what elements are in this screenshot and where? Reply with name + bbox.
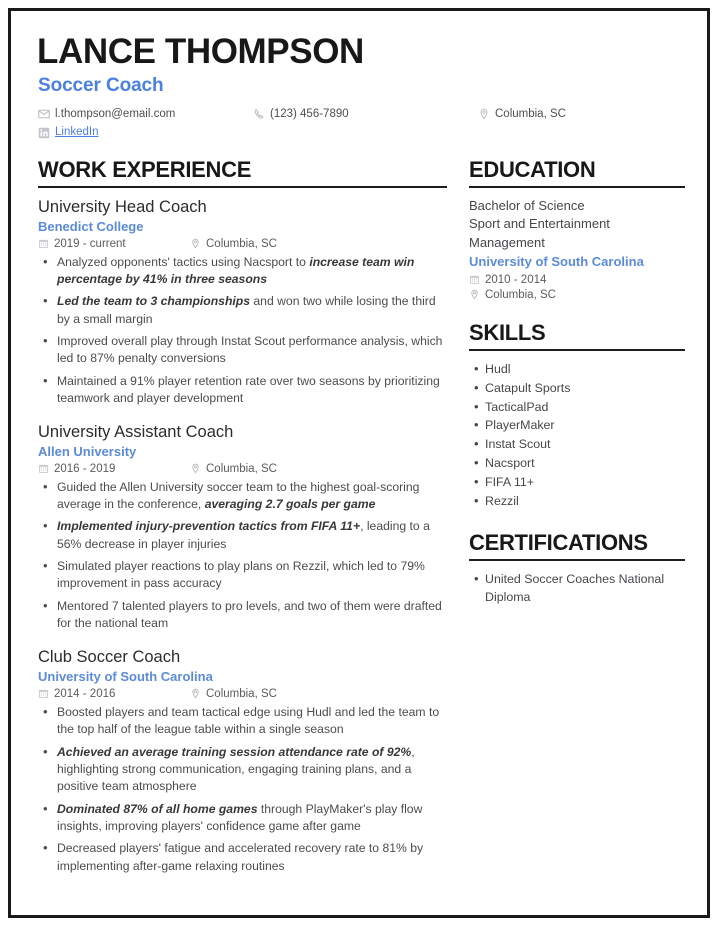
header-job-title: Soccer Coach — [38, 74, 164, 96]
section-certifications — [469, 530, 685, 608]
phone-icon — [253, 108, 265, 120]
bullet-strong: Dominated 87% of all home games — [57, 801, 258, 816]
list-item: • United Soccer Coaches National Diploma — [485, 570, 685, 608]
bullet-pre: Guided the Allen University soccer team to the highest goal-scoring average in the conference, — [57, 479, 420, 512]
column-gap — [447, 157, 469, 890]
bullet-pre: Maintained a 91% player retention rate over two seasons by prioritizing teamwork and player development — [57, 373, 440, 405]
location-pin-icon — [469, 289, 480, 300]
bullet-strong: Led the team to 3 championships — [57, 294, 251, 309]
section-divider — [469, 349, 685, 351]
right-column — [469, 157, 685, 890]
calendar-icon — [38, 463, 49, 474]
contact-phone[interactable] — [253, 106, 478, 123]
list-item — [55, 598, 447, 633]
work-dates-text: 2019 - current — [54, 237, 126, 250]
bullet-strong: Implemented injury-prevention tactics from FIFA 11+ — [57, 519, 361, 534]
work-dates — [38, 238, 190, 250]
calendar-icon — [469, 274, 480, 285]
work-position: Club Soccer Coach — [38, 648, 181, 667]
bullet-post: , highlighting strong communication, engaging training plans, and a positive team atmosphere — [57, 744, 415, 794]
calendar-icon — [38, 688, 49, 699]
location-pin-icon — [190, 463, 201, 474]
contact-email-text: l.thompson@email.com — [55, 107, 176, 120]
education-school: University of South Carolina — [469, 253, 644, 269]
bullet-pre: Mentored 7 talented players to pro levels, and two of them were drafted for the national team — [57, 598, 442, 631]
list-item — [55, 518, 447, 553]
bullet-post: , leading to a 56% decrease in player injuries — [57, 519, 430, 551]
bullet-post: and won two while losing the third by a small margin — [57, 294, 436, 326]
resume-sheet — [11, 11, 707, 915]
work-entry — [38, 422, 447, 632]
section-divider — [38, 186, 447, 188]
contact-location — [478, 106, 566, 123]
contact-row-secondary — [38, 124, 685, 141]
section-heading-education: EDUCATION — [469, 157, 596, 183]
education-field-line-1: Sport and Entertainment — [469, 216, 610, 232]
bullet-pre: Decreased players' fatigue and accelerated recovery rate to 81% by implementing after-game relaxing routines — [57, 841, 424, 873]
bullet-post: through PlayMaker's play flow insights, improving players' confidence game after game — [57, 801, 423, 833]
education-degree: Bachelor of Science — [469, 198, 585, 214]
education-dates-text: 2010 - 2014 — [485, 273, 547, 286]
section-skills — [469, 320, 685, 511]
bullet-strong: increase team win percentage by 41% in three seasons — [57, 254, 415, 286]
list-item — [55, 293, 447, 328]
left-column — [33, 157, 447, 890]
section-divider — [469, 186, 685, 188]
work-location-text: Columbia, SC — [206, 687, 277, 700]
resume-header — [33, 33, 685, 141]
list-item — [55, 840, 447, 875]
work-location — [190, 238, 277, 250]
list-item — [55, 801, 447, 836]
education-field-line-2: Management — [469, 234, 545, 250]
work-location — [190, 463, 277, 475]
contact-linkedin[interactable] — [38, 124, 98, 141]
work-bullet-list — [38, 704, 447, 875]
work-location-text: Columbia, SC — [206, 237, 277, 250]
list-item: • Nacsport — [485, 454, 685, 473]
bullet-pre: Analyzed opponents' tactics using Nacsport to — [57, 254, 310, 269]
work-bullet-list — [38, 479, 447, 633]
list-item: • Catapult Sports — [485, 379, 685, 398]
section-work-experience — [38, 157, 447, 875]
work-entry — [38, 197, 447, 407]
list-item: • Instat Scout — [485, 435, 685, 454]
list-item — [55, 744, 447, 796]
location-pin-icon — [190, 688, 201, 699]
section-divider — [469, 559, 685, 561]
contact-location-text: Columbia, SC — [495, 107, 566, 120]
work-location — [190, 688, 277, 700]
work-organization: Benedict College — [38, 218, 144, 234]
work-organization: Allen University — [38, 443, 137, 459]
bullet-strong: Achieved an average training session attendance rate of 92% — [57, 744, 412, 759]
work-dates-text: 2014 - 2016 — [54, 687, 116, 700]
work-dates — [38, 688, 190, 700]
work-position: University Assistant Coach — [38, 423, 234, 442]
skills-list — [469, 360, 685, 511]
location-pin-icon — [478, 108, 490, 120]
work-entry — [38, 647, 447, 874]
bullet-strong: averaging 2.7 goals per game — [204, 497, 376, 512]
section-education — [469, 157, 685, 301]
work-location-text: Columbia, SC — [206, 462, 277, 475]
calendar-icon — [38, 238, 49, 249]
bullet-pre: Improved overall play through Instat Scout performance analysis, which led to 87% penalty conversions — [57, 333, 443, 366]
work-dates-text: 2016 - 2019 — [54, 462, 116, 475]
resume-page — [8, 8, 710, 918]
work-organization: University of South Carolina — [38, 669, 213, 685]
page-title: LANCE THOMPSON — [37, 32, 364, 71]
section-heading-work-experience: WORK EXPERIENCE — [38, 157, 252, 183]
work-position: University Head Coach — [38, 198, 207, 217]
work-dates — [38, 463, 190, 475]
certifications-list — [469, 570, 685, 608]
work-meta — [38, 238, 447, 250]
list-item: • Rezzil — [485, 492, 685, 511]
section-heading-certifications: CERTIFICATIONS — [469, 529, 648, 555]
education-location-text: Columbia, SC — [485, 288, 556, 301]
resume-body — [33, 157, 685, 890]
work-meta — [38, 688, 447, 700]
list-item — [55, 558, 447, 593]
work-bullet-list — [38, 254, 447, 408]
list-item — [55, 479, 447, 514]
education-entry — [469, 197, 685, 301]
work-meta — [38, 463, 447, 475]
contact-row-primary — [38, 106, 685, 123]
envelope-icon — [38, 108, 50, 120]
contact-phone-text: (123) 456-7890 — [270, 107, 349, 120]
list-item: • FIFA 11+ — [485, 473, 685, 492]
bullet-pre: Boosted players and team tactical edge using Hudl and led the team to the top half of the league table within a single season — [57, 704, 440, 737]
section-heading-skills: SKILLS — [469, 319, 546, 345]
contact-email[interactable] — [38, 106, 253, 123]
list-item: • TacticalPad — [485, 398, 685, 417]
list-item: • PlayerMaker — [485, 416, 685, 435]
list-item — [55, 373, 447, 408]
contact-linkedin-text[interactable]: LinkedIn — [55, 126, 99, 139]
linkedin-icon — [38, 127, 50, 139]
list-item: • Hudl — [485, 360, 685, 379]
list-item — [55, 254, 447, 289]
education-location — [469, 289, 685, 301]
location-pin-icon — [190, 238, 201, 249]
education-dates — [469, 274, 685, 286]
list-item — [55, 333, 447, 368]
list-item — [55, 704, 447, 739]
bullet-pre: Simulated player reactions to play plans on Rezzil, which led to 79% improvement in pass accuracy — [57, 559, 425, 591]
